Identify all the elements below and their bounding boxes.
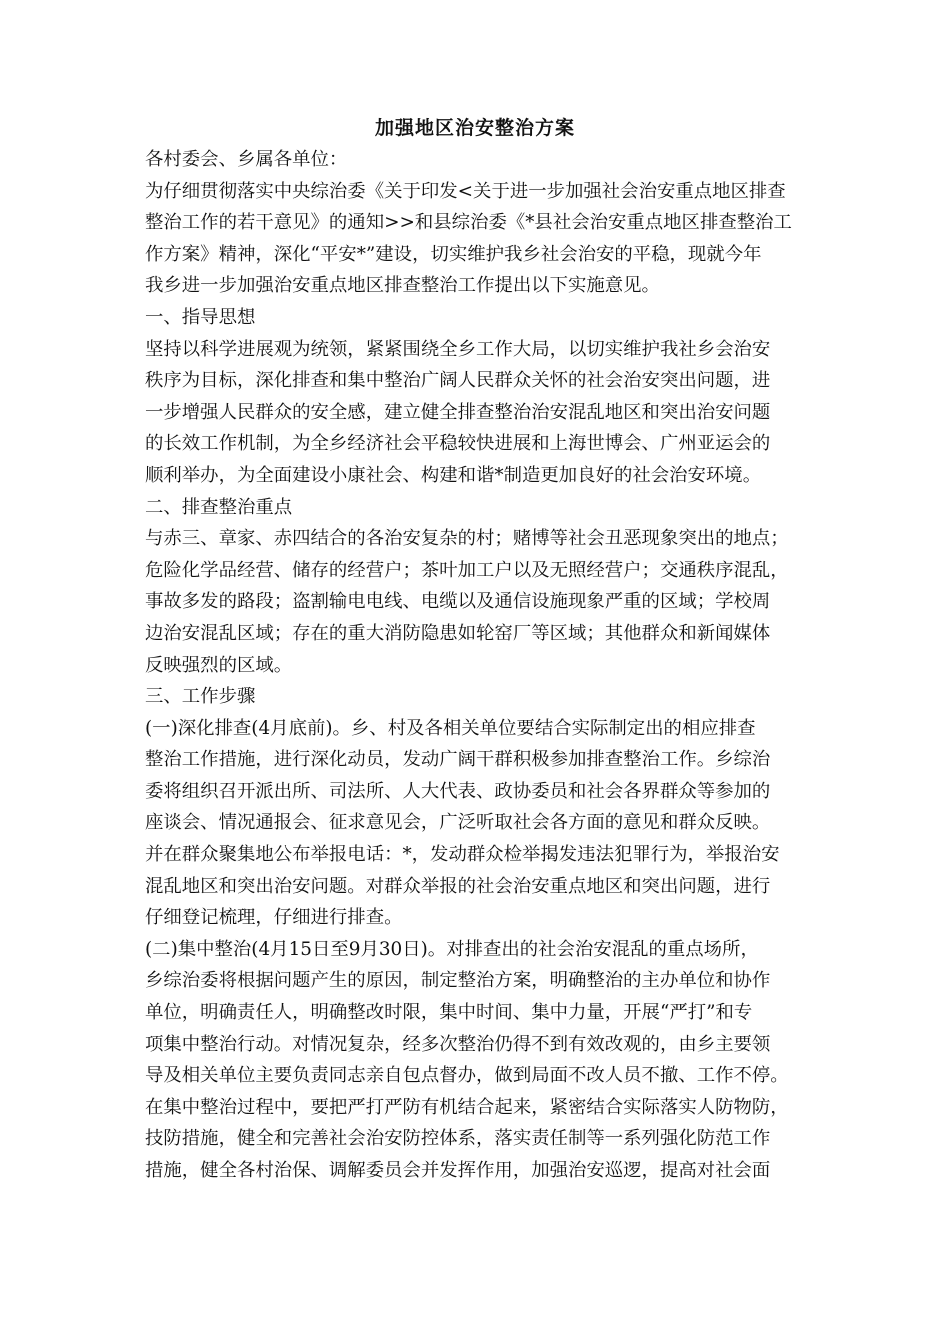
text-line: 事故多发的路段；盗割输电电线、电缆以及通信设施现象严重的区域；学校周 xyxy=(145,591,771,613)
text-line: 三、工作步骤 xyxy=(145,686,256,708)
text-line: (二)集中整治(4月15日至9月30日)。对排查出的社会治安混乱的重点场所， xyxy=(145,938,759,960)
text-line: 乡综治委将根据问题产生的原因，制定整治方案，明确整治的主办单位和协作 xyxy=(145,970,771,992)
text-line: 混乱地区和突出治安问题。对群众举报的社会治安重点地区和突出问题，进行 xyxy=(145,875,771,897)
text-line: 坚持以科学进展观为统领，紧紧围绕全乡工作大局，以切实维护我社乡会治安 xyxy=(145,338,771,360)
text-line: 秩序为目标，深化排查和集中整治广阔人民群众关怀的社会治安突出问题，进 xyxy=(145,370,771,392)
text-line: 的长效工作机制，为全乡经济社会平稳较快进展和上海世博会、广州亚运会的 xyxy=(145,433,771,455)
text-line: 顺利举办，为全面建设小康社会、构建和谐*制造更加良好的社会治安环境。 xyxy=(145,464,762,486)
text-line: 措施，健全各村治保、调解委员会并发挥作用，加强治安巡逻，提高对社会面 xyxy=(145,1160,771,1181)
text-line: 座谈会、情况通报会、征求意见会，广泛听取社会各方面的意见和群众反映。 xyxy=(145,812,771,834)
text-line: 与赤三、章家、赤四结合的各治安复杂的村；赌博等社会丑恶现象突出的地点； xyxy=(145,528,789,550)
text-line: 在集中整治过程中，要把严打严防有机结合起来，紧密结合实际落实人防物防， xyxy=(145,1096,789,1118)
document-body xyxy=(145,144,815,1187)
document-title: 加强地区治安整治方案 xyxy=(374,117,575,139)
text-line: 各村委会、乡属各单位： xyxy=(145,149,348,170)
text-line: 仔细登记梳理，仔细进行排查。 xyxy=(145,907,403,929)
text-line: 整治工作的若干意见》的通知>>和县综治委《*县社会治安重点地区排查整治工 xyxy=(145,212,792,234)
text-line: 作方案》精神，深化“平安*”建设，切实维护我乡社会治安的平稳，现就今年 xyxy=(145,243,762,265)
text-line: 二、排查整治重点 xyxy=(145,496,293,518)
text-line: 技防措施，健全和完善社会治安防控体系，落实责任制等一系列强化防范工作 xyxy=(145,1128,771,1150)
text-line: 单位，明确责任人，明确整改时限，集中时间、集中力量，开展“严打”和专 xyxy=(145,1002,753,1024)
text-line: 整治工作措施，进行深化动员，发动广阔干群积极参加排查整治工作。乡综治 xyxy=(145,749,771,771)
text-line: 为仔细贯彻落实中央综治委《关于印发<关于进一步加强社会治安重点地区排查 xyxy=(145,180,786,202)
text-line: 委将组织召开派出所、司法所、人大代表、政协委员和社会各界群众等参加的 xyxy=(145,780,771,802)
text-line: 一步增强人民群众的安全感，建立健全排查整治治安混乱地区和突出治安问题 xyxy=(145,401,771,423)
text-line: 危险化学品经营、储存的经营户；茶叶加工户以及无照经营户；交通秩序混乱， xyxy=(145,559,789,581)
text-line: 一、指导思想 xyxy=(145,306,256,328)
text-line: (一)深化排查(4月底前)。乡、村及各相关单位要结合实际制定出的相应排查 xyxy=(145,717,756,739)
text-line: 我乡进一步加强治安重点地区排查整治工作提出以下实施意见。 xyxy=(145,275,660,297)
text-line: 并在群众聚集地公布举报电话：*，发动群众检举揭发违法犯罪行为，举报治安 xyxy=(145,844,780,866)
text-line: 导及相关单位主要负责同志亲自包点督办，做到局面不改人员不撤、工作不停。 xyxy=(145,1065,789,1087)
text-line: 项集中整治行动。对情况复杂，经多次整治仍得不到有效改观的，由乡主要领 xyxy=(145,1033,771,1055)
text-line: 反映强烈的区域。 xyxy=(145,654,293,676)
text-line: 边治安混乱区域；存在的重大消防隐患如轮窑厂等区域；其他群众和新闻媒体 xyxy=(145,622,771,644)
